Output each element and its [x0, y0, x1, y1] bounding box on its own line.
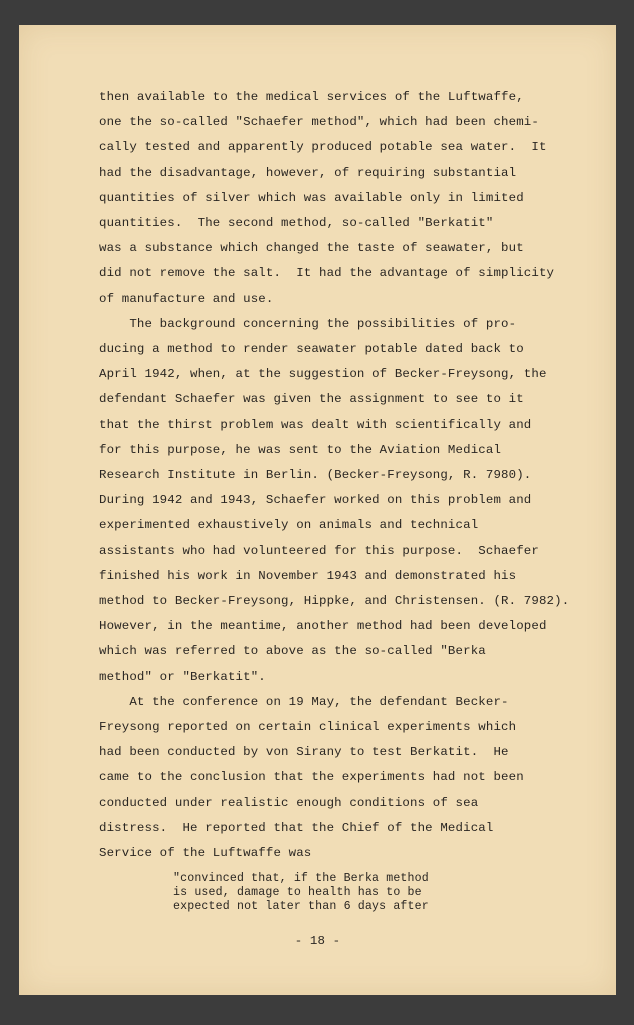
text-line: for this purpose, he was sent to the Aviation Medical [99, 443, 502, 457]
text-line: Research Institute in Berlin. (Becker-Freysong, R. 7980). [99, 468, 532, 482]
text-line: had the disadvantage, however, of requiring substantial [99, 166, 517, 180]
text-line: which was referred to above as the so-called "Berka [99, 644, 486, 658]
text-line: did not remove the salt. It had the advantage of simplicity [99, 266, 555, 280]
document-page [19, 25, 616, 995]
quote-line: expected not later than 6 days after [173, 900, 429, 913]
text-line: came to the conclusion that the experiments had not been [99, 770, 524, 784]
text-line: quantities of silver which was available only in limited [99, 191, 524, 205]
document-body [19, 25, 616, 995]
text-line: experimented exhaustively on animals and technical [99, 518, 479, 532]
text-line: The background concerning the possibilities of pro- [99, 317, 517, 331]
text-line: that the thirst problem was dealt with scientifically and [99, 418, 532, 432]
text-line: distress. He reported that the Chief of the Medical [99, 821, 494, 835]
text-line: Service of the Luftwaffe was [99, 846, 312, 860]
text-line: of manufacture and use. [99, 292, 274, 306]
text-line: However, in the meantime, another method had been developed [99, 619, 547, 633]
text-line: quantities. The second method, so-called "Berkatit" [99, 216, 494, 230]
text-line: During 1942 and 1943, Schaefer worked on this problem and [99, 493, 532, 507]
text-line: cally tested and apparently produced potable sea water. It [99, 140, 547, 154]
text-line: method" or "Berkatit". [99, 670, 266, 684]
text-line: ducing a method to render seawater potable dated back to [99, 342, 524, 356]
page-number: - 18 - [294, 934, 341, 948]
text-line: finished his work in November 1943 and demonstrated his [99, 569, 517, 583]
text-line: defendant Schaefer was given the assignment to see to it [99, 392, 524, 406]
quote-line: "convinced that, if the Berka method [173, 872, 429, 885]
text-line: conducted under realistic enough conditions of sea [99, 796, 479, 810]
text-line: method to Becker-Freysong, Hippke, and Christensen. (R. 7982). [99, 594, 570, 608]
text-line: one the so-called "Schaefer method", which had been chemi- [99, 115, 539, 129]
text-line: At the conference on 19 May, the defendant Becker- [99, 695, 509, 709]
text-line: was a substance which changed the taste of seawater, but [99, 241, 524, 255]
text-line: then available to the medical services of the Luftwaffe, [99, 90, 524, 104]
quote-line: is used, damage to health has to be [173, 886, 422, 899]
text-line: assistants who had volunteered for this purpose. Schaefer [99, 544, 539, 558]
text-line: April 1942, when, at the suggestion of Becker-Freysong, the [99, 367, 547, 381]
text-line: had been conducted by von Sirany to test Berkatit. He [99, 745, 509, 759]
text-line: Freysong reported on certain clinical experiments which [99, 720, 517, 734]
